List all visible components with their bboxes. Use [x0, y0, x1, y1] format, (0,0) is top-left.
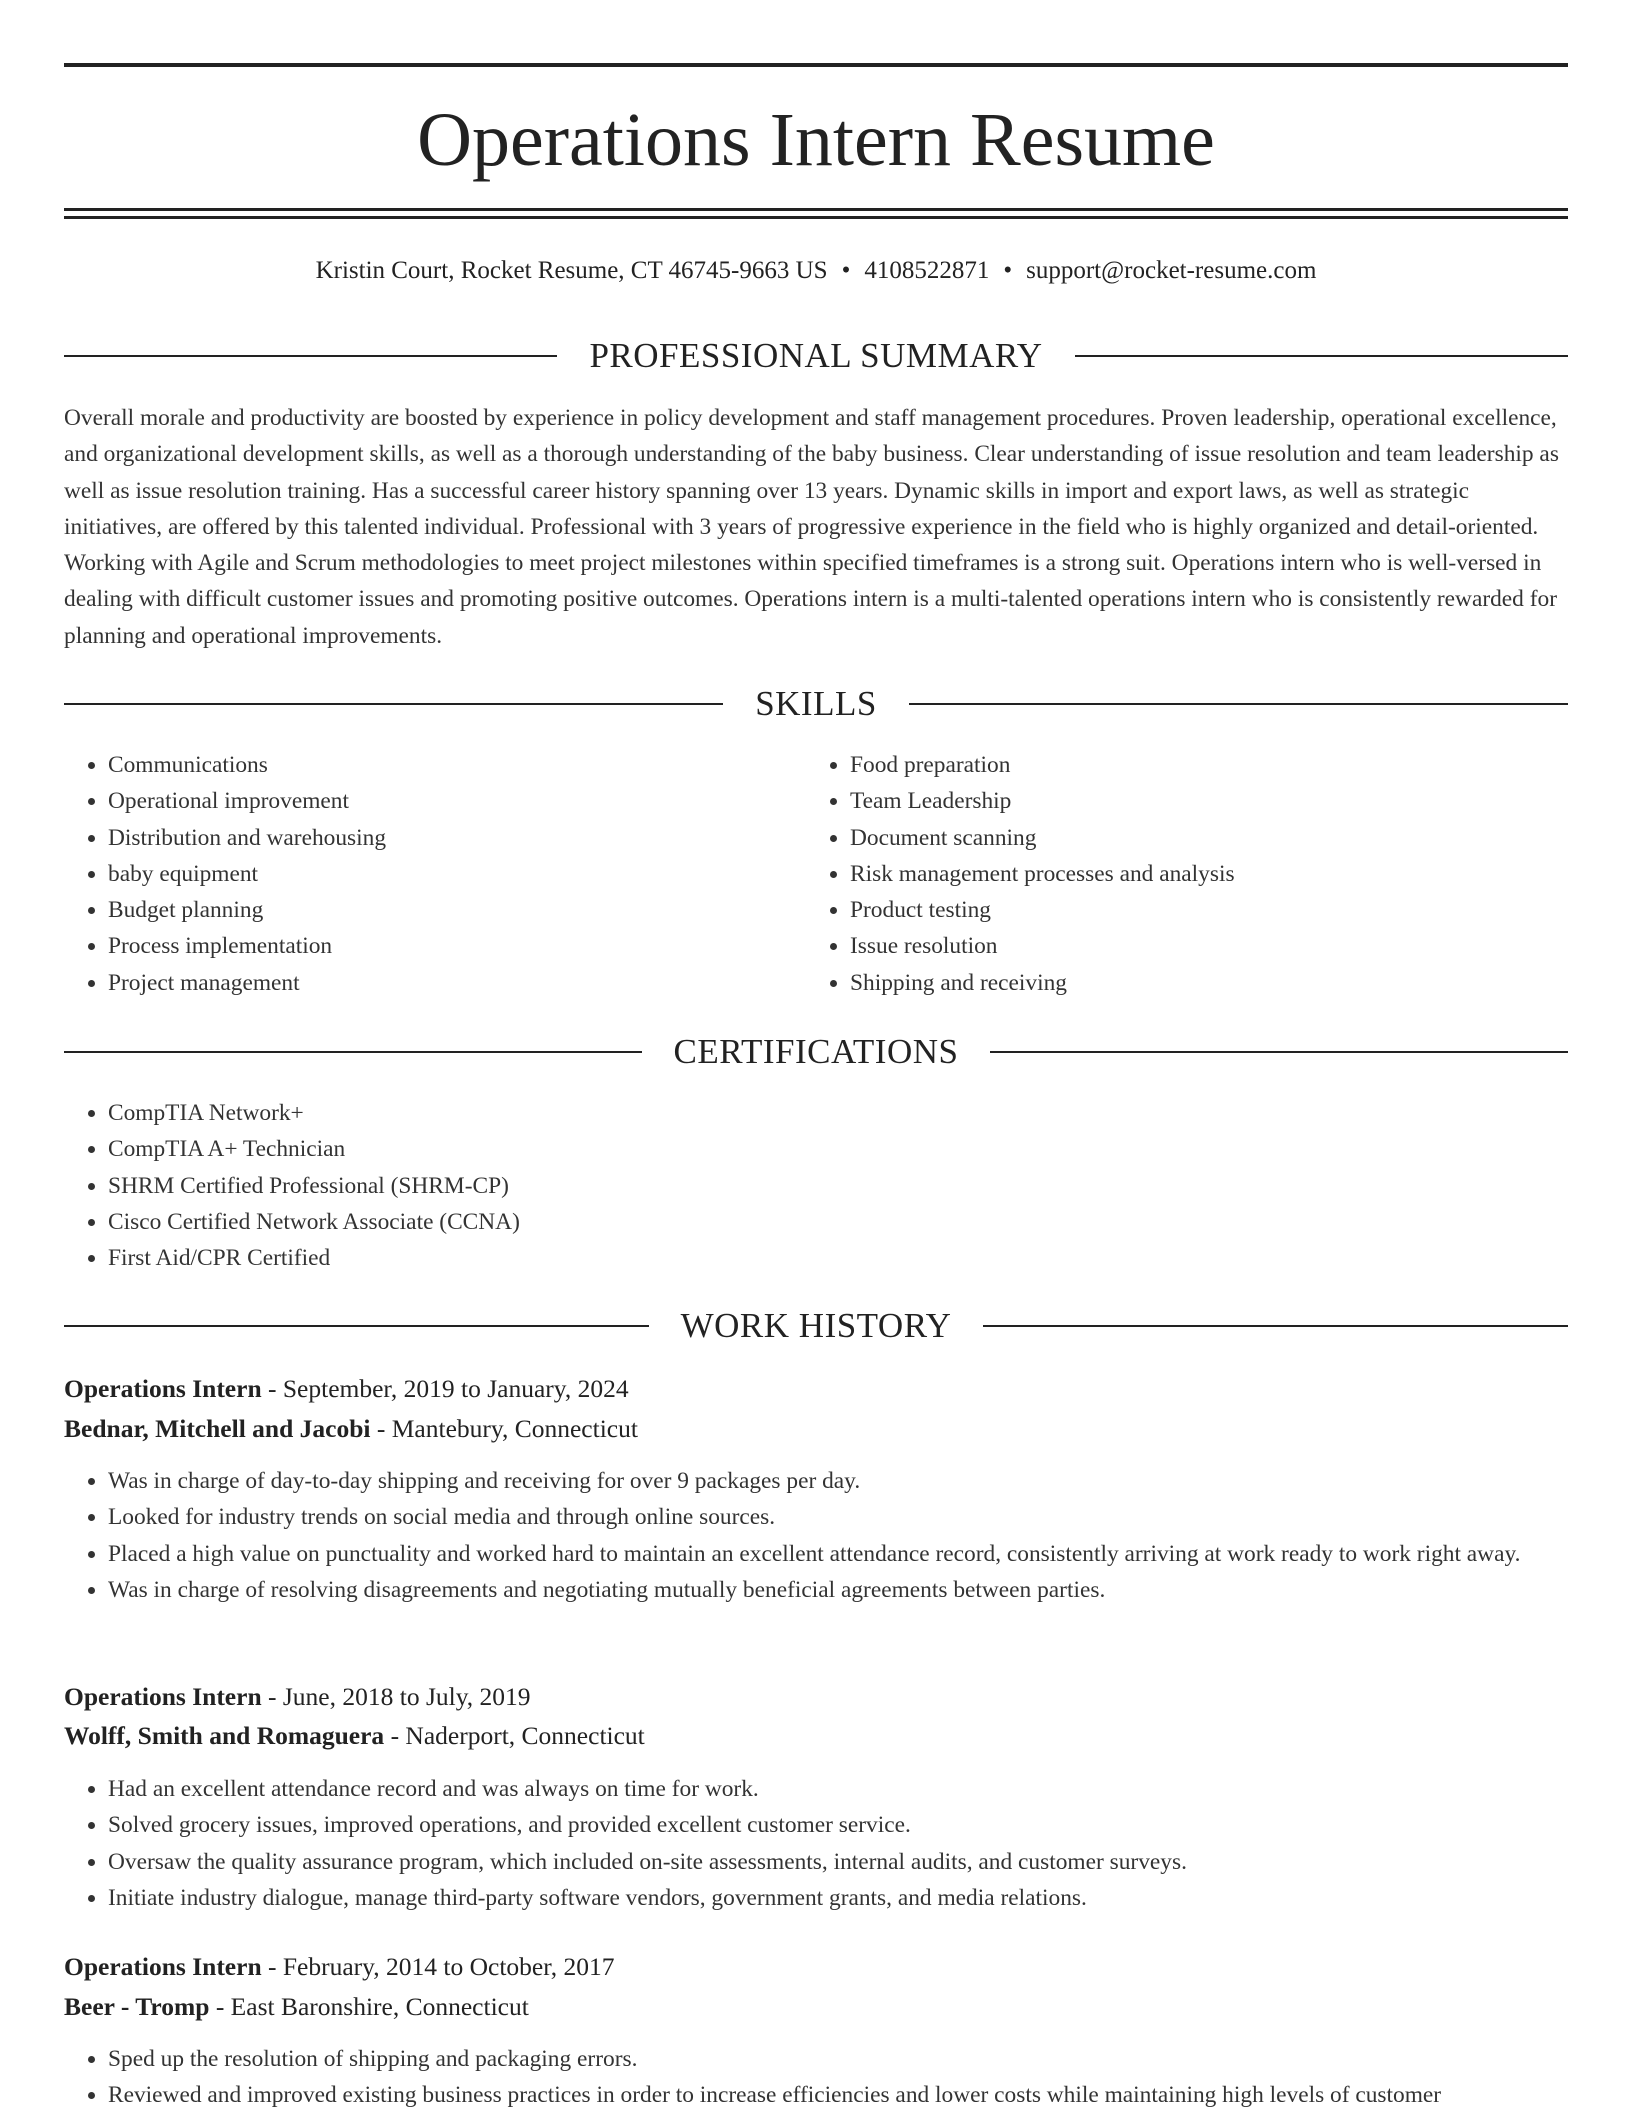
job-bullet: • Sped up the resolution of shipping and packaging errors.: [108, 2041, 1612, 2077]
skill-item: • Product testing: [850, 892, 1590, 928]
job-bullets: [64, 2041, 1612, 2114]
heading-rule: [64, 1051, 642, 1053]
job-bullet: • Was in charge of resolving disagreements and negotiating mutually beneficial agreements between parties.: [108, 1572, 1612, 1608]
job-location: - Naderport, Connecticut: [384, 1721, 645, 1750]
skills-heading-label: SKILLS: [755, 684, 877, 723]
certifications-heading: [64, 1030, 1568, 1074]
job-title: Operations Intern: [64, 1374, 262, 1403]
job-dates: - February, 2014 to October, 2017: [261, 1952, 615, 1981]
skill-item: • baby equipment: [108, 856, 798, 892]
skill-item: • Process implementation: [108, 928, 798, 964]
job-company-line: [64, 1411, 1568, 1447]
page-title: Operations Intern Resume: [417, 98, 1215, 182]
job-company-line: [64, 1989, 1568, 2025]
job-location: - East Baronshire, Connecticut: [209, 1992, 529, 2021]
job-title: Operations Intern: [64, 1952, 262, 1981]
skills-heading: [64, 682, 1568, 726]
skill-item: • Document scanning: [850, 820, 1590, 856]
heading-rule: [909, 703, 1568, 705]
job-bullet: • Placed a high value on punctuality and worked hard to maintain an excellent attendance record, consistently arriving at work ready to work right away.: [108, 1536, 1612, 1572]
heading-rule: [64, 1325, 649, 1327]
skill-item: • Distribution and warehousing: [108, 820, 798, 856]
job-bullets: [64, 1463, 1612, 1608]
job-title-line: [64, 1679, 1568, 1715]
work-history-heading-label: WORK HISTORY: [680, 1306, 952, 1345]
certification-item: • CompTIA A+ Technician: [108, 1131, 1568, 1167]
certification-item: • SHRM Certified Professional (SHRM-CP): [108, 1168, 1568, 1204]
skill-item: • Operational improvement: [108, 783, 798, 819]
top-rule: [64, 63, 1568, 67]
job-company: Wolff, Smith and Romaguera: [64, 1721, 385, 1750]
job-company: Bednar, Mitchell and Jacobi: [64, 1414, 371, 1443]
skill-item: • Food preparation: [850, 747, 1590, 783]
job-bullet: • Reviewed and improved existing business practices in order to increase efficiencies and lower costs while maintaining high levels of customer: [108, 2077, 1612, 2113]
contact-line: [64, 254, 1568, 288]
job-bullet: • Was in charge of day-to-day shipping and receiving for over 9 packages per day.: [108, 1463, 1612, 1499]
summary-text: Overall morale and productivity are boosted by experience in policy development and staff management procedures. Proven leadership, operational excellence, and organizational development skills, as well as a thorough understanding of the baby business. Clear understanding of issue resolution and team leadership as well as issue resolution training. Has a successful career history spanning over 13 years. Dynamic skills in import and export laws, as well as strategic initiatives, are offered by this talented individual. Professional with 3 years of progressive experience in the field who is highly organized and detail-oriented. Working with Agile and Scrum methodologies to meet project milestones within specified timeframes is a strong suit. Operations intern who is well-versed in dealing with difficult customer issues and promoting positive outcomes. Operations intern is a multi-talented operations intern who is consistently rewarded for planning and operational improvements.: [64, 405, 1559, 649]
job-bullet: • Oversaw the quality assurance program, which included on-site assessments, internal audits, and customer surveys.: [108, 1844, 1612, 1880]
skill-item: • Risk management processes and analysis: [850, 856, 1590, 892]
skill-item: • Team Leadership: [850, 783, 1590, 819]
contact-separator: •: [1003, 257, 1013, 284]
contact-address: Kristin Court, Rocket Resume, CT 46745-9663 US: [315, 257, 828, 284]
job-dates: - June, 2018 to July, 2019: [261, 1682, 531, 1711]
certification-item: • Cisco Certified Network Associate (CCNA): [108, 1204, 1568, 1240]
job-company: Beer - Tromp: [64, 1992, 210, 2021]
heading-rule: [983, 1325, 1568, 1327]
job-bullet: • Initiate industry dialogue, manage third-party software vendors, government grants, and media relations.: [108, 1880, 1612, 1916]
title-double-rule-top: [64, 208, 1568, 211]
heading-rule: [64, 355, 557, 357]
heading-rule: [1075, 355, 1568, 357]
job-bullet: • Solved grocery issues, improved operations, and provided excellent customer service.: [108, 1807, 1612, 1843]
skill-item: • Project management: [108, 965, 798, 1001]
contact-separator: •: [841, 257, 851, 284]
skill-item: • Communications: [108, 747, 798, 783]
job-bullet: • Looked for industry trends on social media and through online sources.: [108, 1499, 1612, 1535]
heading-rule: [990, 1051, 1568, 1053]
skill-item: • Budget planning: [108, 892, 798, 928]
summary-heading: [64, 334, 1568, 378]
heading-rule: [64, 703, 723, 705]
skill-item: • Issue resolution: [850, 928, 1590, 964]
contact-phone: 4108522871: [864, 257, 990, 284]
job-company-line: [64, 1718, 1568, 1754]
job-bullet: • Had an excellent attendance record and was always on time for work.: [108, 1771, 1612, 1807]
summary-heading-label: PROFESSIONAL SUMMARY: [589, 336, 1043, 375]
job-dates: - September, 2019 to January, 2024: [261, 1374, 629, 1403]
job-title: Operations Intern: [64, 1682, 262, 1711]
job-title-line: [64, 1371, 1568, 1407]
certifications-heading-label: CERTIFICATIONS: [673, 1032, 959, 1071]
certifications-list: [64, 1095, 1568, 1276]
job-bullets: [64, 1771, 1612, 1916]
skill-item: • Shipping and receiving: [850, 965, 1590, 1001]
contact-email: support@rocket-resume.com: [1026, 257, 1317, 284]
skills-list-right: [806, 747, 1590, 1001]
certification-item: • CompTIA Network+: [108, 1095, 1568, 1131]
skills-list-left: [64, 747, 798, 1001]
job-title-line: [64, 1949, 1568, 1985]
work-history-heading: [64, 1304, 1568, 1348]
job-location: - Mantebury, Connecticut: [370, 1414, 638, 1443]
title-double-rule-bottom: [64, 216, 1568, 219]
certification-item: • First Aid/CPR Certified: [108, 1240, 1568, 1276]
